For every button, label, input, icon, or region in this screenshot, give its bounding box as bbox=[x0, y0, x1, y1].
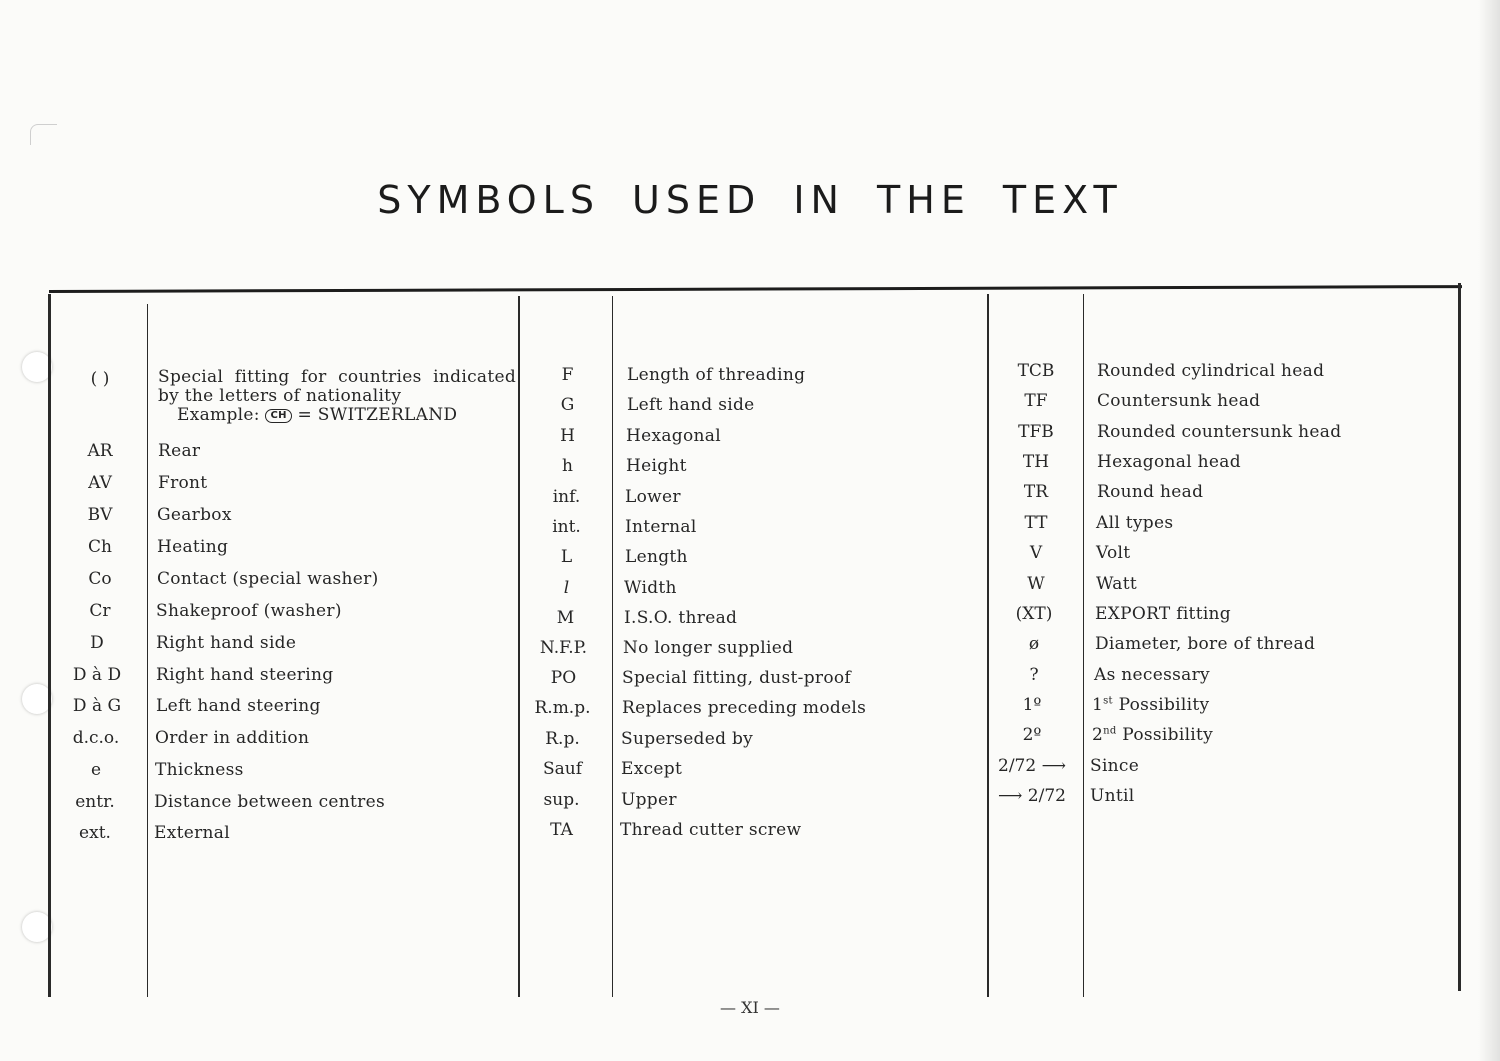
symbol: AR bbox=[87, 441, 113, 461]
description: As necessary bbox=[1094, 665, 1210, 685]
description: Since bbox=[1090, 756, 1140, 776]
description: External bbox=[154, 823, 230, 843]
symbol: R.m.p. bbox=[534, 698, 591, 718]
description: Special fitting for countries indicated by the letters of nationality Example: CH = SWITZERLAND bbox=[158, 367, 516, 425]
symbol: N.F.P. bbox=[539, 638, 588, 658]
symbol: ext. bbox=[79, 823, 111, 843]
symbol: sup. bbox=[543, 790, 580, 810]
description: 2nd Possibility bbox=[1092, 725, 1214, 745]
symbol: TCB bbox=[1017, 361, 1055, 381]
symbol: h bbox=[562, 456, 573, 476]
symbol: D à D bbox=[72, 665, 122, 685]
symbol: l bbox=[563, 578, 570, 598]
description: Internal bbox=[625, 517, 697, 537]
description: Distance between centres bbox=[154, 792, 385, 812]
description: Left hand steering bbox=[156, 696, 321, 716]
description: Contact (special washer) bbox=[157, 569, 379, 589]
symbol: ø bbox=[1028, 634, 1040, 654]
symbol: ( ) bbox=[90, 369, 110, 389]
description: Thickness bbox=[155, 760, 244, 780]
description: Hexagonal bbox=[626, 426, 721, 446]
description: Countersunk head bbox=[1097, 391, 1261, 411]
symbol: e bbox=[90, 760, 102, 780]
symbol: TF bbox=[1024, 391, 1048, 411]
symbol: AV bbox=[88, 473, 112, 493]
col1-separator bbox=[147, 304, 148, 997]
symbol: TA bbox=[550, 820, 573, 840]
description: All types bbox=[1096, 513, 1174, 533]
symbol: D bbox=[90, 633, 104, 653]
col2-separator bbox=[612, 296, 613, 997]
symbol: d.c.o. bbox=[72, 728, 120, 748]
symbol: G bbox=[560, 395, 575, 415]
description: Height bbox=[626, 456, 687, 476]
description: Front bbox=[158, 473, 208, 493]
description: Length of threading bbox=[627, 365, 806, 385]
symbol: ⟶ 2/72 bbox=[998, 786, 1066, 806]
page-number: — XI — bbox=[720, 998, 780, 1017]
symbol: H bbox=[560, 426, 575, 446]
symbol: 2/72 ⟶ bbox=[998, 756, 1066, 776]
col3-separator bbox=[1083, 294, 1084, 997]
symbol: entr. bbox=[75, 792, 115, 812]
description: Superseded by bbox=[621, 729, 754, 749]
symbol: TT bbox=[1024, 513, 1048, 533]
symbol: inf. bbox=[552, 487, 581, 507]
symbol: BV bbox=[87, 505, 113, 525]
description: Upper bbox=[621, 790, 677, 810]
symbol: TH bbox=[1022, 452, 1050, 472]
page-title: SYMBOLS USED IN THE TEXT bbox=[377, 178, 1123, 222]
symbol: M bbox=[556, 608, 575, 628]
symbol: PO bbox=[550, 668, 577, 688]
symbol: R.p. bbox=[545, 729, 580, 749]
symbol: L bbox=[560, 547, 573, 567]
nationality-badge: CH bbox=[265, 409, 291, 423]
table-top-rule bbox=[49, 285, 1462, 293]
symbol: TR bbox=[1023, 482, 1049, 502]
description: Gearbox bbox=[157, 505, 232, 525]
description: Special fitting, dust-proof bbox=[622, 668, 851, 688]
symbol: F bbox=[561, 365, 574, 385]
symbol: W bbox=[1027, 574, 1045, 594]
section-divider-2 bbox=[987, 294, 989, 997]
description: I.S.O. thread bbox=[624, 608, 738, 628]
symbol: Ch bbox=[88, 537, 112, 557]
description: Right hand side bbox=[156, 633, 297, 653]
example-line: Example: CH = SWITZERLAND bbox=[177, 405, 458, 425]
page-edge-shadow bbox=[1478, 0, 1500, 1061]
symbol: 2º bbox=[1022, 725, 1042, 745]
symbol: Co bbox=[88, 569, 112, 589]
description: Replaces preceding models bbox=[622, 698, 867, 718]
symbol: Cr bbox=[89, 601, 111, 621]
description: Length bbox=[625, 547, 688, 567]
description: Lower bbox=[625, 487, 681, 507]
symbol: (XT) bbox=[1015, 604, 1053, 624]
table-left-border bbox=[48, 294, 51, 997]
description: Hexagonal head bbox=[1097, 452, 1241, 472]
description: Watt bbox=[1096, 574, 1137, 594]
description: Volt bbox=[1096, 543, 1131, 563]
description: Diameter, bore of thread bbox=[1095, 634, 1316, 654]
symbol: ? bbox=[1029, 665, 1039, 685]
description: Left hand side bbox=[627, 395, 755, 415]
description: Rounded countersunk head bbox=[1097, 422, 1342, 442]
symbol: TFB bbox=[1018, 422, 1054, 442]
description: No longer supplied bbox=[623, 638, 794, 658]
description: 1st Possibility bbox=[1092, 695, 1210, 715]
symbol: Sauf bbox=[542, 759, 583, 779]
symbol: int. bbox=[552, 517, 581, 537]
symbol: 1º bbox=[1022, 695, 1042, 715]
description: Rear bbox=[158, 441, 201, 461]
symbol: V bbox=[1029, 543, 1043, 563]
description: Until bbox=[1090, 786, 1135, 806]
description: Rounded cylindrical head bbox=[1097, 361, 1325, 381]
section-divider-1 bbox=[518, 296, 520, 997]
description: Width bbox=[624, 578, 677, 598]
corner-mark bbox=[30, 124, 57, 145]
description: Right hand steering bbox=[156, 665, 334, 685]
symbol: D à G bbox=[72, 696, 122, 716]
description: Order in addition bbox=[155, 728, 310, 748]
description: Thread cutter screw bbox=[620, 820, 802, 840]
table-right-border bbox=[1458, 283, 1461, 991]
description: Round head bbox=[1097, 482, 1204, 502]
description: Heating bbox=[157, 537, 229, 557]
description: Except bbox=[621, 759, 683, 779]
description: Shakeproof (washer) bbox=[156, 601, 342, 621]
description: EXPORT fitting bbox=[1095, 604, 1231, 624]
